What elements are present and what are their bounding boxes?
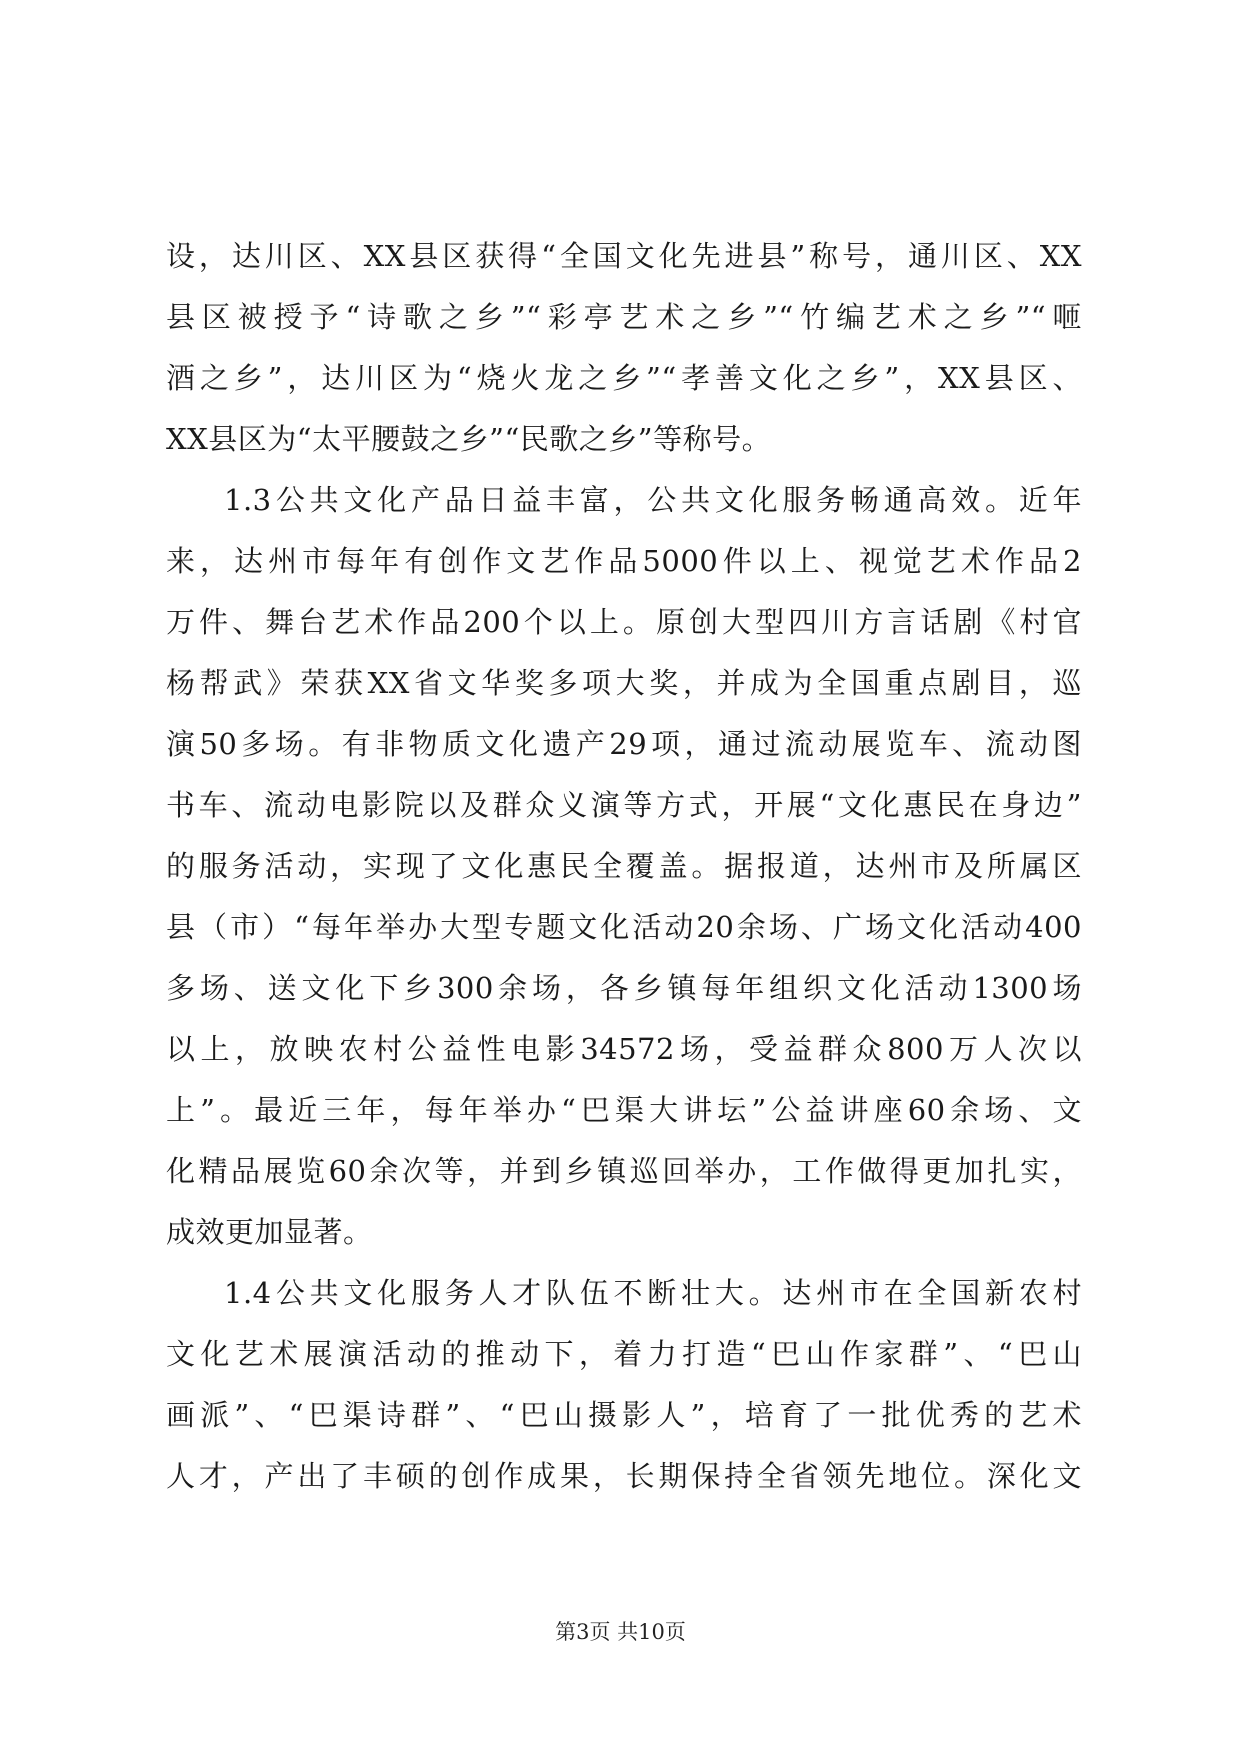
text-line: 多场、送文化下乡300余场，各乡镇每年组织文化活动1300场 <box>166 971 1082 1005</box>
text-line: 酒之乡”，达川区为“烧火龙之乡”“孝善文化之乡”，XX县区、 <box>166 361 1082 395</box>
text-line: XX县区为“太平腰鼓之乡”“民歌之乡”等称号。 <box>166 422 772 456</box>
text-line: 县（市）“每年举办大型专题文化活动20余场、广场文化活动400 <box>166 910 1082 944</box>
paragraph-1-4 <box>166 1263 1082 1507</box>
text-line: 演50多场。有非物质文化遗产29项，通过流动展览车、流动图 <box>166 727 1082 761</box>
text-line: 画派”、“巴渠诗群”、“巴山摄影人”，培育了一批优秀的艺术 <box>166 1398 1082 1432</box>
text-line: 人才，产出了丰硕的创作成果，长期保持全省领先地位。深化文 <box>166 1459 1082 1493</box>
text-line: 万件、舞台艺术作品200个以上。原创大型四川方言话剧《村官 <box>166 605 1082 639</box>
text-line: 书车、流动电影院以及群众义演等方式，开展“文化惠民在身边” <box>166 788 1082 822</box>
text-line: 来，达州市每年有创作文艺作品5000件以上、视觉艺术作品2 <box>166 544 1082 578</box>
text-line: 县区被授予“诗歌之乡”“彩亭艺术之乡”“竹编艺术之乡”“咂 <box>166 300 1082 334</box>
text-line: 1.4公共文化服务人才队伍不断壮大。达州市在全国新农村 <box>224 1276 1082 1310</box>
paragraph-1-3 <box>166 470 1082 1263</box>
text-line: 文化艺术展演活动的推动下，着力打造“巴山作家群”、“巴山 <box>166 1337 1082 1371</box>
text-line: 的服务活动，实现了文化惠民全覆盖。据报道，达州市及所属区 <box>166 849 1082 883</box>
paragraph-1 <box>166 226 1082 470</box>
body-text <box>166 226 1082 1507</box>
text-line: 以上，放映农村公益性电影34572场，受益群众800万人次以 <box>166 1032 1082 1066</box>
text-line: 上”。最近三年，每年举办“巴渠大讲坛”公益讲座60余场、文 <box>166 1093 1082 1127</box>
text-line: 杨帮武》荣获XX省文华奖多项大奖，并成为全国重点剧目，巡 <box>166 666 1082 700</box>
page-number-footer: 第3页 共10页 <box>555 1620 686 1644</box>
text-line: 设，达川区、XX县区获得“全国文化先进县”称号，通川区、XX <box>166 239 1082 273</box>
text-line: 1.3公共文化产品日益丰富，公共文化服务畅通高效。近年 <box>224 483 1082 517</box>
text-line: 化精品展览60余次等，并到乡镇巡回举办，工作做得更加扎实， <box>166 1154 1082 1188</box>
text-line: 成效更加显著。 <box>166 1215 373 1249</box>
